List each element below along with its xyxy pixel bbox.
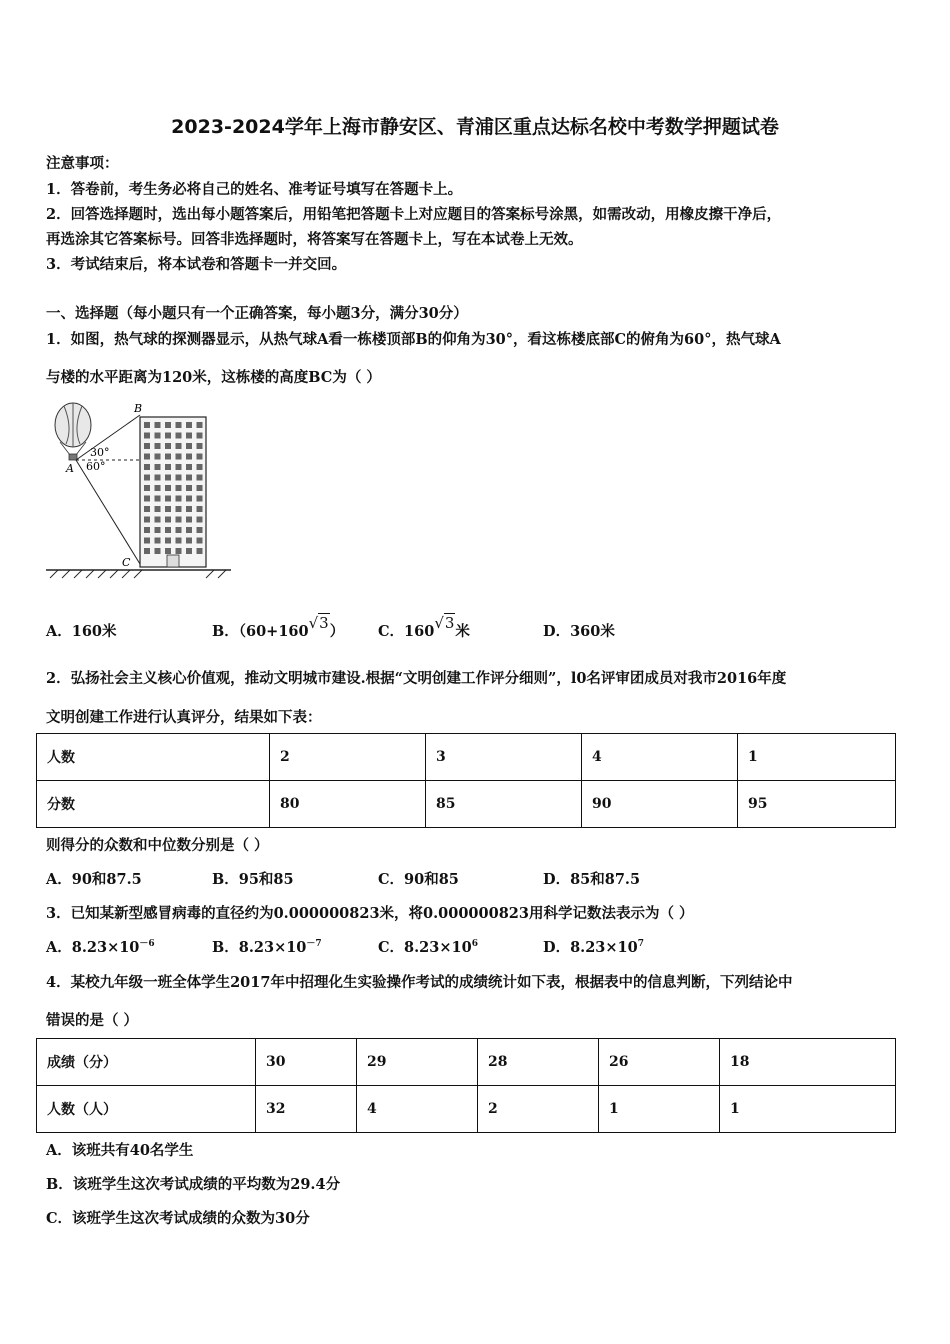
q2-text-line1: 2．弘扬社会主义核心价值观，推动文明城市建设.根据“文明创建工作评分细则”，l0名评审团成员对我市2016年度 [46,670,787,687]
table-cell: 2 [270,734,426,781]
window-pane [197,496,203,502]
window-pane [186,538,192,544]
table-cell: 1 [720,1086,896,1133]
window-pane [165,433,171,439]
window-pane [176,517,182,523]
q2-option-d: D．85和87.5 [543,871,641,888]
table-cell: 1 [738,734,896,781]
q4-option-c: C．该班学生这次考试成绩的众数为30分 [46,1210,310,1227]
window-pane [144,464,150,470]
q3-option-c-exp: 6 [471,939,478,950]
window-pane [186,433,192,439]
angle-60-label: 60° [86,460,106,473]
q3-option-d [543,936,644,957]
window-pane [165,538,171,544]
window-pane [144,475,150,481]
window-pane [155,485,161,491]
window-pane [165,496,171,502]
window-pane [176,548,182,554]
q1-figure [46,398,236,584]
window-pane [155,464,161,470]
q2-option-c: C．90和85 [378,871,459,888]
q3-text: 3．已知某新型感冒病毒的直径约为0.000000823米，将0.000000823用科学记数法表示为（ ） [46,905,694,922]
table-cell: 30 [256,1039,357,1086]
label-a: A [66,462,74,475]
table-cell: 1 [599,1086,720,1133]
table-cell: 4 [357,1086,478,1133]
table-cell: 85 [426,781,582,828]
notice-item-2: 2．回答选择题时，选出每小题答案后，用铅笔把答题卡上对应题目的答案标号涂黑，如需改动，用橡皮擦干净后， [46,206,782,223]
window-pane [176,527,182,533]
window-pane [186,496,192,502]
q2-option-b: B．95和85 [212,871,294,888]
q4-option-b: B．该班学生这次考试成绩的平均数为29.4分 [46,1176,341,1193]
q3-option-c [378,936,478,957]
window-pane [197,527,203,533]
q3-option-b-base: B．8.23×10 [212,939,307,956]
q1-option-c [378,614,470,641]
q1-option-b-text: B．（60+160 [212,623,309,640]
window-pane [165,506,171,512]
table-cell: 人数（人） [37,1086,256,1133]
window-pane [197,548,203,554]
window-pane [144,527,150,533]
table-cell: 3 [426,734,582,781]
window-pane [155,433,161,439]
window-pane [176,485,182,491]
window-pane [144,443,150,449]
q1-option-b-radicand: 3 [319,614,329,632]
window-pane [144,517,150,523]
window-pane [155,538,161,544]
window-pane [155,548,161,554]
window-pane [165,475,171,481]
table-cell: 29 [357,1039,478,1086]
window-pane [197,422,203,428]
table-row [37,1039,896,1086]
q1-option-c-radicand: 3 [444,614,455,632]
window-pane [144,506,150,512]
q4-text-line2: 错误的是（ ） [46,1012,139,1029]
window-pane [176,454,182,460]
q1-option-c-unit: 米 [455,623,470,640]
window-pane [155,475,161,481]
table-cell: 80 [270,781,426,828]
window-pane [197,464,203,470]
notice-heading: 注意事项： [46,155,119,172]
q1-option-c-text: C．160 [378,623,435,640]
window-pane [176,422,182,428]
notice-item-3: 3．考试结束后，将本试卷和答题卡一并交回。 [46,256,347,273]
window-pane [165,454,171,460]
table-cell: 人数 [37,734,270,781]
table-cell: 成绩（分） [37,1039,256,1086]
q3-option-b-exp: －7 [306,939,322,950]
q3-option-c-base: C．8.23×10 [378,939,472,956]
window-pane [165,517,171,523]
sqrt-symbol: √3 [434,614,455,632]
table-row [37,734,896,781]
window-pane [186,475,192,481]
q2-table [36,733,896,828]
window-pane [197,506,203,512]
table-row [37,1086,896,1133]
window-pane [144,485,150,491]
window-pane [197,517,203,523]
window-pane [186,527,192,533]
table-cell: 分数 [37,781,270,828]
window-pane [144,433,150,439]
q4-option-a: A．该班共有40名学生 [46,1142,194,1159]
window-pane [155,496,161,502]
page-title: 2023-2024学年上海市静安区、青浦区重点达标名校中考数学押题试卷 [171,116,779,138]
window-pane [165,527,171,533]
q2-option-a: A．90和87.5 [46,871,142,888]
window-pane [165,422,171,428]
table-row [37,781,896,828]
window-pane [165,548,171,554]
q1-option-a: A．160米 [46,623,117,640]
window-pane [155,506,161,512]
window-pane [186,506,192,512]
window-pane [186,517,192,523]
window-pane [155,443,161,449]
table-cell: 28 [478,1039,599,1086]
window-pane [165,464,171,470]
window-pane [186,454,192,460]
window-pane [176,496,182,502]
window-pane [176,464,182,470]
section-heading: 一、选择题（每小题只有一个正确答案，每小题3分，满分30分） [46,305,468,322]
q4-table [36,1038,896,1133]
window-pane [165,443,171,449]
window-pane [155,422,161,428]
window-pane [176,443,182,449]
window-pane [176,475,182,481]
window-pane [165,485,171,491]
window-pane [197,433,203,439]
window-pane [197,485,203,491]
label-b: B [134,402,143,415]
window-pane [197,538,203,544]
table-cell: 26 [599,1039,720,1086]
q1-option-b-close: ） [329,623,345,640]
window-pane [144,454,150,460]
window-pane [144,548,150,554]
q1-option-b [212,614,345,641]
q1-text-line2: 与楼的水平距离为120米，这栋楼的高度BC为（ ） [46,369,381,386]
table-cell: 2 [478,1086,599,1133]
table-cell: 4 [582,734,738,781]
window-pane [186,422,192,428]
window-pane [186,485,192,491]
notice-item-1: 1．答卷前，考生务必将自己的姓名、准考证号填写在答题卡上。 [46,181,463,198]
q2-after-text: 则得分的众数和中位数分别是（ ） [46,837,269,854]
notice-item-2-cont: 再选涂其它答案标号。回答非选择题时，将答案写在答题卡上，写在本试卷上无效。 [46,231,583,248]
window-pane [155,527,161,533]
q3-option-a-base: A．8.23×10 [46,939,140,956]
window-pane [155,517,161,523]
window-pane [144,538,150,544]
table-cell: 18 [720,1039,896,1086]
q1-text-line1: 1．如图，热气球的探测器显示，从热气球A看一栋楼顶部B的仰角为30°，看这栋楼底部C的俯角为60°，热气球A [46,331,781,348]
window-pane [176,433,182,439]
q3-option-b [212,936,322,957]
window-pane [197,454,203,460]
label-c: C [122,556,131,569]
window-pane [186,464,192,470]
q3-option-d-exp: 7 [637,939,644,950]
window-pane [197,475,203,481]
q3-option-d-base: D．8.23×10 [543,939,638,956]
q2-text-line2: 文明创建工作进行认真评分，结果如下表： [46,709,322,726]
table-cell: 95 [738,781,896,828]
window-pane [186,548,192,554]
window-pane [197,443,203,449]
q1-option-d: D．360米 [543,623,615,640]
window-pane [176,538,182,544]
table-cell: 90 [582,781,738,828]
angle-30-label: 30° [90,446,110,459]
table-cell: 32 [256,1086,357,1133]
window-pane [144,422,150,428]
q3-option-a [46,936,155,957]
window-pane [186,443,192,449]
window-pane [155,454,161,460]
q4-text-line1: 4．某校九年级一班全体学生2017年中招理化生实验操作考试的成绩统计如下表，根据表中的信息判断，下列结论中 [46,974,793,991]
window-pane [144,496,150,502]
window-pane [176,506,182,512]
q3-option-a-exp: －6 [139,939,155,950]
sqrt-symbol: √3 [308,614,329,632]
